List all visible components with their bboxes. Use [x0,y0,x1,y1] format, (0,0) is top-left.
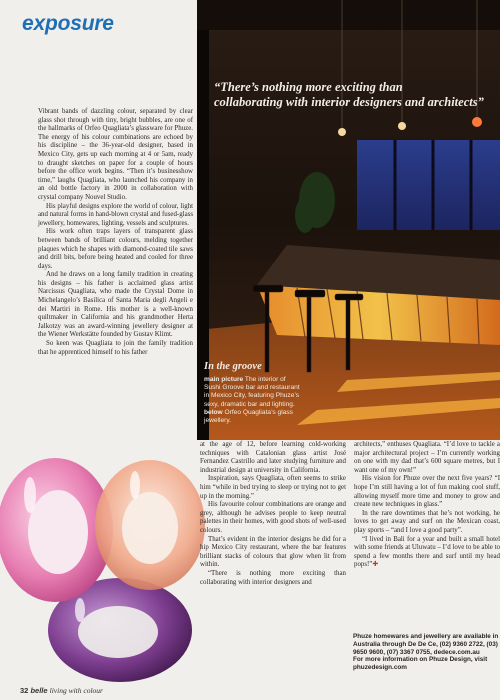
paragraph: architects,” enthuses Quagliata. “I’d love to tackle a major architectural project – I’m currently working on one with my dad that’s 600 square metres, but I want one of my own!” [354,441,500,474]
pull-quote-line-1: “There’s nothing more exciting than [214,80,403,94]
caption-label-below: below [204,408,223,416]
end-mark-icon: ✚ [372,561,379,569]
paragraph: Inspiration, says Quagliata, often seems to strike him “while in bed trying to sleep or trying not to get up in the morning.” [200,475,346,500]
paragraph: His playful designs explore the world of colour, light and natural forms in hand-blown crystal and fused-glass jewellery, homewares, lighting, vessels and sculptures. [38,202,193,227]
paragraph: His work often traps layers of transparent glass between bands of brilliant colours, melding together plaques which he shapes with diamond-coated tile saws and drill bits, before being heated and cooled for three days. [38,228,193,270]
paragraph: That’s evident in the interior designs he did for a hip Mexico City restaurant, where the bar features brilliant stacks of colours that glow when lit from within. [200,535,346,569]
article-column-2 [200,441,346,587]
paragraph: In the rare downtimes that he’s not working, he loves to get away and surf on the Mexican coast, play sports – “and I love a good party”. [354,509,500,534]
bracelets-image [0,440,205,685]
page-number: 32 [20,686,29,695]
paragraph: His favourite colour combinations are orange and grey, although he advises people to keep neutral palettes in their homes, with good shots of well-used colours. [200,501,346,534]
paragraph-text: “I lived in Bali for a year and built a small hotel with some friends at Uluwatu – I’d love to be able to spend a few months there and surf until my head pops!” [354,535,500,569]
article-column-1 [38,108,193,357]
paragraph: His vision for Phuze over the next five years? “I hope I’m still having a lot of fun making cool stuff, allowing myself more time and money to grow and create new techniques in glass.” [354,475,500,509]
pull-quote-line-2: collaborating with interior designers and architects” [214,95,484,109]
stockist-credit [353,633,500,672]
page-footer [20,686,103,695]
more-info-line: For more information on Phuze Design, visit phuzedesign.com [353,656,488,672]
caption-body [204,376,300,425]
section-label: exposure [22,12,114,35]
paragraph: And he draws on a long family tradition in creating his designs – his father is acclaimed glass artist Narcissus Quagliata, who made the Crystal Dome in Michelangelo’s Basilica of Santa Maria degli Angeli e dei Martiri in Rome. His mother is a well-known quiltmaker in California and his grandmother Herta Jalkotzy was an award-winning jewellery designer at the Wiener Werkstätte founded by Gustav Klimt. [38,271,193,339]
paragraph: Vibrant bands of dazzling colour, separated by clear glass shot through with tiny, bright bubbles, are one of the hallmarks of Orfeo Quagliata’s glassware for Phuze. The energy of his colour combinations are echoed by his discipline – the 36-year-old designer, based in Mexico City, gets up each morning at 4 or 5am, ready to draught sketches on paper for a couple of hours before the office work begins. “Then it’s businesshow time,” laughs Quagliata, who launched his company in an old bottle factory in 2000 in collaboration with crystal company Nouvel Studio. [38,108,193,201]
article-column-3 [354,441,500,570]
paragraph: “There is nothing more exciting than collaborating with interior designers and [200,569,346,586]
stockist-line: Phuze homewares and jewellery are available in Australia through De De Ce, (02) 9360 2722, (03) 9650 9600, (07) 3367 0755, dedece.com.au [353,633,499,656]
magazine-brand: belle [30,686,48,695]
photo-caption [204,361,300,425]
paragraph: at the age of 12, before learning cold-working techniques with Catalonian glass artist José Fernandez Castrillo and later studying furniture and industrial design at university in California. [200,441,346,474]
glass-jewellery-photo [0,440,205,685]
pull-quote [214,80,500,110]
caption-label-main: main picture [204,376,244,383]
caption-title: In the groove [204,361,262,372]
caption-text-main: The interior of Sushi Groove bar and restaurant in Mexico City, featuring Phuze’s sexy, dramatic bar and lighting. [204,376,300,408]
caption-text-below: Orfeo Quagliata’s glass jewellery. [204,408,293,425]
magazine-tagline: living with colour [49,686,103,695]
paragraph [354,536,500,570]
paragraph: So keen was Quagliata to join the family tradition that he apprenticed himself to his father [38,340,193,356]
